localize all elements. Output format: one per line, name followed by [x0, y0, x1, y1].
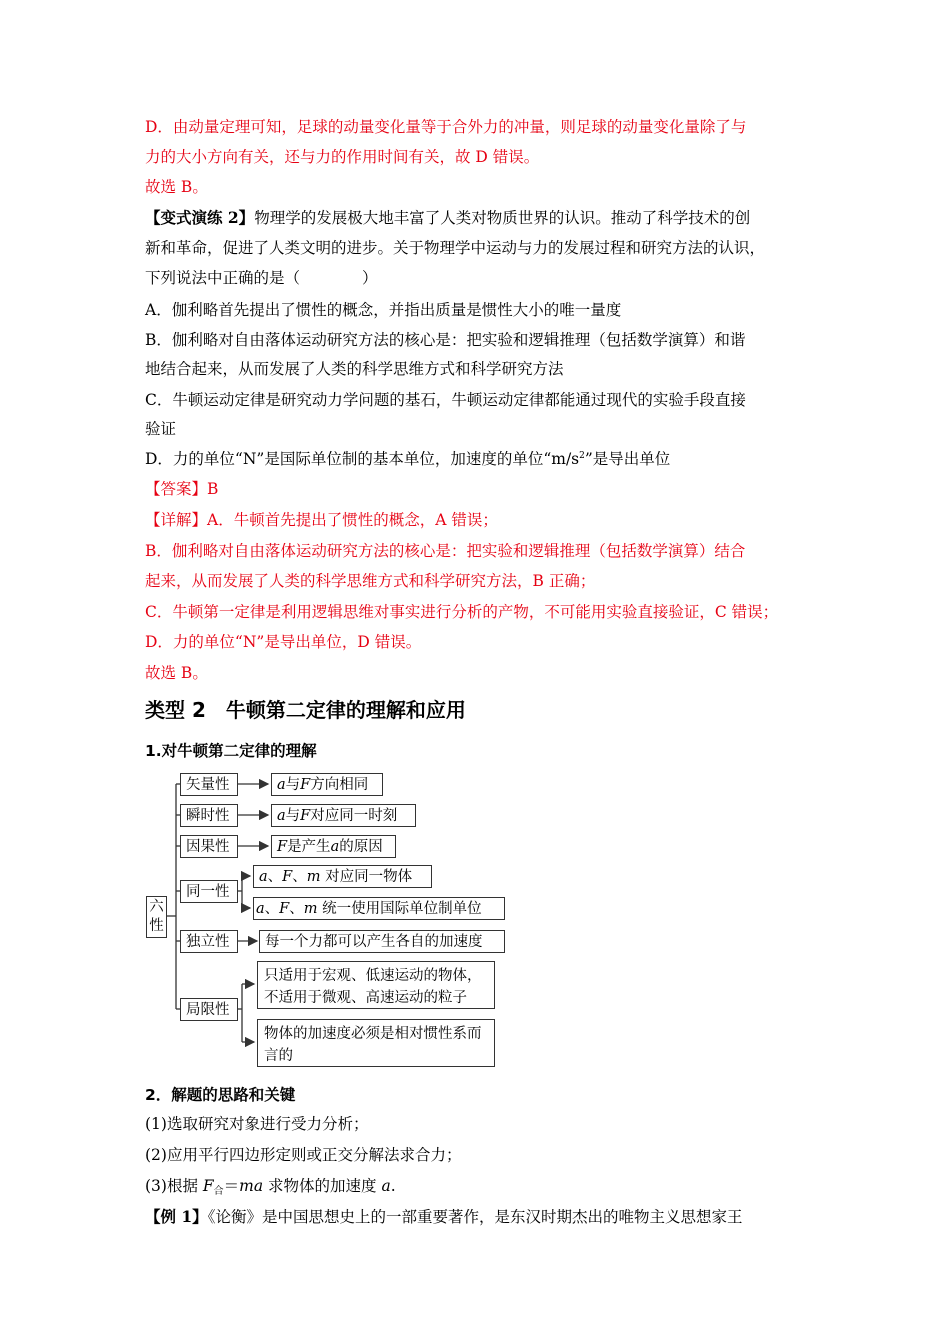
option-a: A．伽利略首先提出了惯性的概念，并指出质量是惯性大小的唯一量度: [145, 301, 622, 319]
step-3-mid: 求物体的加速度: [263, 1177, 382, 1195]
option-c-line2: 验证: [145, 420, 177, 438]
option-b-line1: B．伽利略对自由落体运动研究方法的核心是：把实验和逻辑推理（包括数学演算）和谐: [145, 331, 746, 349]
option-d-post: ”是导出单位: [584, 450, 671, 468]
section-title: 类型 2 牛顿第二定律的理解和应用: [145, 698, 466, 722]
property-limitation-desc1: 只适用于宏观、低速运动的物体，不适用于微观、高速运动的粒子: [257, 961, 495, 1009]
property-identity-desc2: a、F、m 统一使用国际单位制单位: [253, 897, 505, 920]
step-3-ma: ma: [239, 1177, 264, 1195]
diagram-root-six-properties: 六性: [146, 896, 167, 938]
property-independence: 独立性: [180, 930, 238, 953]
property-causality: 因果性: [180, 835, 238, 858]
subheading-approach: 2．解题的思路和关键: [145, 1086, 296, 1104]
detail-tag: 【详解】: [145, 511, 208, 529]
property-independence-desc: 每一个力都可以产生各自的加速度: [259, 930, 505, 953]
step-2: (2)应用平行四边形定则或正交分解法求合力；: [145, 1146, 462, 1164]
variant-q-text: 物理学的发展极大地丰富了人类对物质世界的认识。推动了科学技术的创: [254, 209, 751, 227]
detail-b-line2: 起来，从而发展了人类的科学思维方式和科学研究方法，B 正确；: [145, 572, 596, 590]
detail-b-line1: B．伽利略对自由落体运动研究方法的核心是：把实验和逻辑推理（包括数学演算）结合: [145, 542, 746, 560]
property-instantaneous-desc: a与F对应同一时刻: [271, 804, 416, 827]
detail-c: C．牛顿第一定律是利用逻辑思维对事实进行分析的产物，不可能用实验直接验证，C 错误；: [145, 603, 779, 621]
option-b-line2: 地结合起来，从而发展了人类的科学思维方式和科学研究方法: [145, 360, 564, 378]
detail-d: D．力的单位“N”是导出单位，D 错误。: [145, 633, 422, 651]
detail-a-text: A．牛顿首先提出了惯性的概念，A 错误；: [207, 511, 498, 529]
property-vector: 矢量性: [180, 773, 238, 796]
property-vector-desc: a与F方向相同: [271, 773, 383, 796]
detail-choose: 故选 B。: [145, 664, 208, 682]
step-3-end: .: [390, 1177, 396, 1195]
variant-question-line2: 新和革命，促进了人类文明的进步。关于物理学中运动与力的发展过程和研究方法的认识，: [145, 239, 766, 257]
option-d-sup: 2: [579, 451, 585, 461]
property-limitation: 局限性: [180, 998, 238, 1021]
step-3: [145, 1176, 396, 1199]
property-identity-desc1: a、F、m 对应同一物体: [253, 865, 432, 888]
property-causality-desc: F是产生a的原因: [271, 835, 396, 858]
step-1: (1)选取研究对象进行受力分析；: [145, 1115, 369, 1133]
answer-d-line1: D．由动量定理可知，足球的动量变化量等于合外力的冲量，则足球的动量变化量除了与: [145, 118, 747, 136]
property-identity: 同一性: [180, 880, 238, 903]
example-1: [145, 1207, 742, 1227]
option-d-pre: D．力的单位“N”是国际单位制的基本单位，加速度的单位“m/s: [145, 450, 580, 468]
answer-label: 【答案】B: [145, 480, 219, 498]
variant-question-line3: 下列说法中正确的是（ ）: [145, 269, 378, 287]
option-c-line1: C．牛顿运动定律是研究动力学问题的基石，牛顿运动定律都能通过现代的实验手段直接: [145, 391, 746, 409]
step-3-a: a: [381, 1177, 391, 1195]
step-3-pre: (3)根据: [145, 1177, 203, 1195]
example-tag: 【例 1】: [145, 1207, 208, 1226]
property-limitation-desc2: 物体的加速度必须是相对惯性系而言的: [257, 1019, 495, 1067]
step-3-F: F: [202, 1177, 214, 1195]
subheading-understanding: 1.对牛顿第二定律的理解: [145, 742, 317, 760]
example-text: 《论衡》是中国思想史上的一部重要著作，是东汉时期杰出的唯物主义思想家王: [207, 1208, 743, 1226]
step-3-eq: ＝: [223, 1177, 240, 1195]
variant-tag: 【变式演练 2】: [145, 208, 255, 227]
answer-choose: 故选 B。: [145, 178, 208, 196]
answer-d-line2: 力的大小方向有关，还与力的作用时间有关，故 D 错误。: [145, 148, 540, 166]
property-instantaneous: 瞬时性: [180, 804, 238, 827]
step-3-sub: 合: [213, 1186, 224, 1197]
